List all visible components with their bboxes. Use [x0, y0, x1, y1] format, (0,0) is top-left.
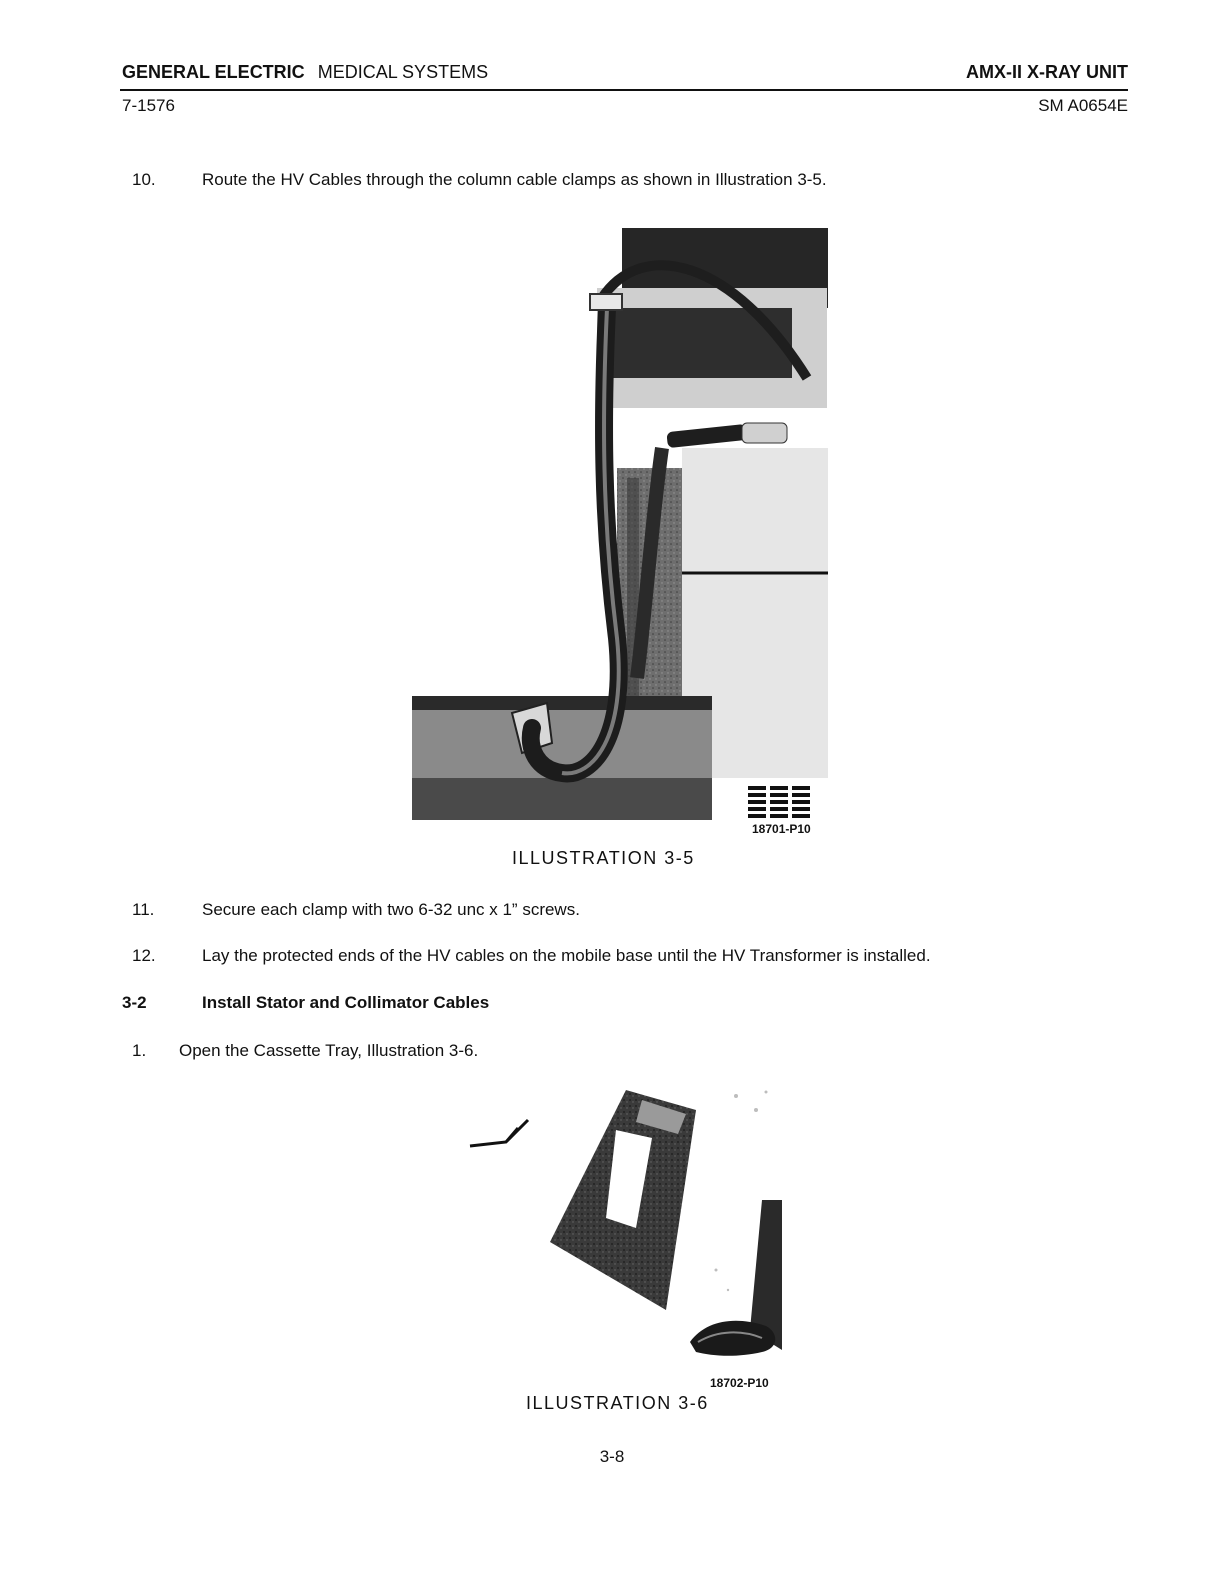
division-name: MEDICAL SYSTEMS — [317, 62, 489, 82]
illustration-3-6-caption: ILLUSTRATION 3-6 — [526, 1393, 709, 1413]
document-number: 7-1576 — [122, 96, 175, 115]
header-left — [122, 62, 488, 83]
illustration-3-6-photo — [466, 1080, 786, 1380]
page-number: 3-8 — [599, 1447, 625, 1466]
illustration-3-6-code: 18702-P10 — [710, 1376, 769, 1390]
manual-number: SM A0654E — [1038, 96, 1128, 115]
product-name: AMX-II X-RAY UNIT — [965, 62, 1128, 82]
step-text: Open the Cassette Tray, Illustration 3-6. — [179, 1041, 479, 1060]
section-title: Install Stator and Collimator Cables — [202, 993, 490, 1012]
illustration-3-5-mark — [748, 786, 810, 820]
step-number: 1. — [132, 1041, 147, 1060]
step-number: 10. — [132, 170, 156, 189]
step-number: 12. — [132, 946, 156, 965]
header-rule — [120, 89, 1128, 91]
illustration-3-5-photo — [412, 218, 832, 820]
company-name: GENERAL ELECTRIC — [122, 62, 305, 82]
step-text: Secure each clamp with two 6-32 unc x 1” screws. — [202, 900, 580, 919]
section-number: 3-2 — [122, 993, 147, 1012]
step-number: 11. — [132, 900, 155, 919]
illustration-3-5-caption: ILLUSTRATION 3-5 — [512, 848, 695, 868]
step-text: Lay the protected ends of the HV cables on the mobile base until the HV Transformer is installed. — [202, 946, 931, 965]
section-heading — [122, 993, 490, 1013]
step-text: Route the HV Cables through the column cable clamps as shown in Illustration 3-5. — [202, 170, 827, 189]
illustration-3-5-code: 18701-P10 — [752, 822, 811, 836]
